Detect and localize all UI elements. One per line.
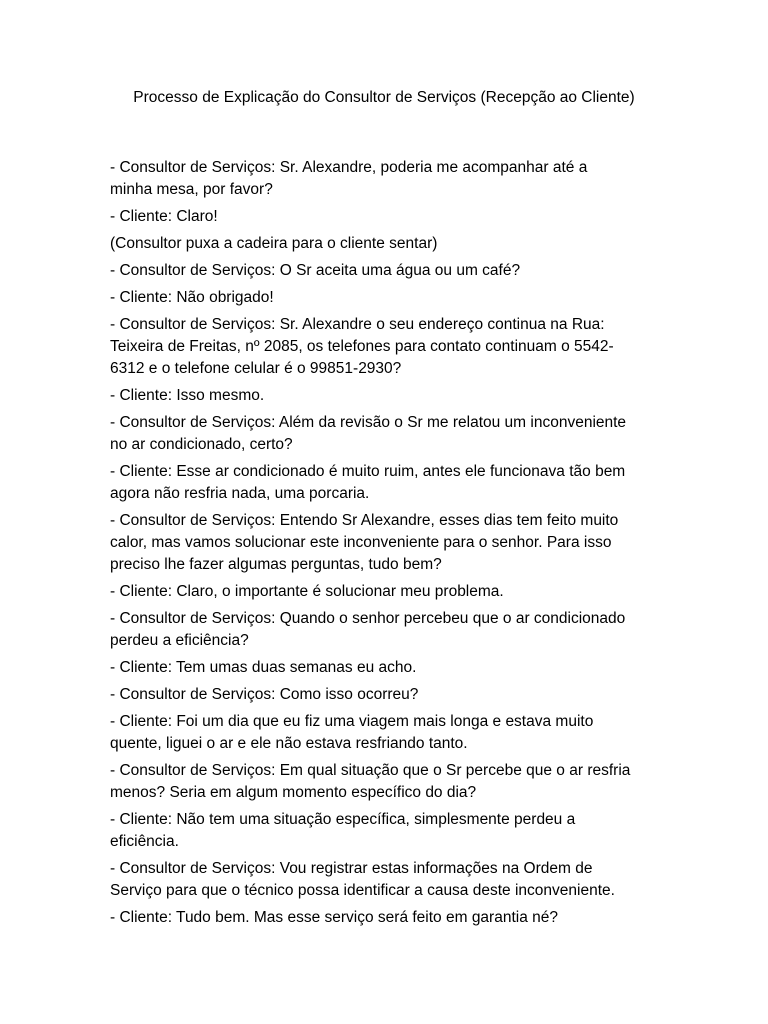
dialogue-paragraph: - Consultor de Serviços: O Sr aceita uma água ou um café? — [110, 262, 521, 279]
dialogue-paragraph: - Consultor de Serviços: Além da revisão o Sr me relatou um inconveniente no ar condicionado, certo? — [110, 414, 627, 453]
dialogue-paragraph: - Cliente: Claro! — [110, 208, 218, 225]
dialogue-paragraph: - Cliente: Tem umas duas semanas eu acho. — [110, 659, 417, 676]
dialogue-paragraph: - Cliente: Claro, o importante é solucionar meu problema. — [110, 583, 504, 600]
document-title: Processo de Explicação do Consultor de Serviços (Recepção ao Cliente) — [133, 89, 635, 106]
dialogue-paragraph: - Consultor de Serviços: Quando o senhor percebeu que o ar condicionado perdeu a eficiência? — [110, 610, 626, 649]
dialogue-paragraph: - Consultor de Serviços: Vou registrar estas informações na Ordem de Serviço para que o técnico possa identificar a causa deste inconveniente. — [110, 860, 615, 899]
dialogue-body — [110, 157, 658, 934]
dialogue-paragraph: - Cliente: Esse ar condicionado é muito ruim, antes ele funcionava tão bem agora não resfria nada, uma porcaria. — [110, 463, 626, 502]
dialogue-paragraph: - Consultor de Serviços: Sr. Alexandre o seu endereço continua na Rua: Teixeira de Freitas, nº 2085, os telefones para contato continuam o 5542- 6312 e o telefone celular é o 99851-2930? — [110, 316, 614, 377]
dialogue-paragraph: - Consultor de Serviços: Como isso ocorreu? — [110, 686, 419, 703]
dialogue-paragraph: - Cliente: Não tem uma situação específica, simplesmente perdeu a eficiência. — [110, 811, 576, 850]
dialogue-paragraph: - Consultor de Serviços: Entendo Sr Alexandre, esses dias tem feito muito calor, mas vamos solucionar este inconveniente para o senhor. Para isso preciso lhe fazer algumas perguntas, tudo bem? — [110, 512, 619, 573]
dialogue-paragraph: - Cliente: Isso mesmo. — [110, 387, 265, 404]
dialogue-paragraph: - Cliente: Tudo bem. Mas esse serviço será feito em garantia né? — [110, 909, 558, 926]
dialogue-paragraph: - Cliente: Foi um dia que eu fiz uma viagem mais longa e estava muito quente, liguei o ar e ele não estava resfriando tanto. — [110, 713, 594, 752]
dialogue-paragraph: - Consultor de Serviços: Sr. Alexandre, poderia me acompanhar até a minha mesa, por favor? — [110, 159, 588, 198]
dialogue-paragraph: - Cliente: Não obrigado! — [110, 289, 274, 306]
dialogue-paragraph: (Consultor puxa a cadeira para o cliente sentar) — [110, 235, 438, 252]
dialogue-paragraph: - Consultor de Serviços: Em qual situação que o Sr percebe que o ar resfria menos? Seria em algum momento específico do dia? — [110, 762, 631, 801]
